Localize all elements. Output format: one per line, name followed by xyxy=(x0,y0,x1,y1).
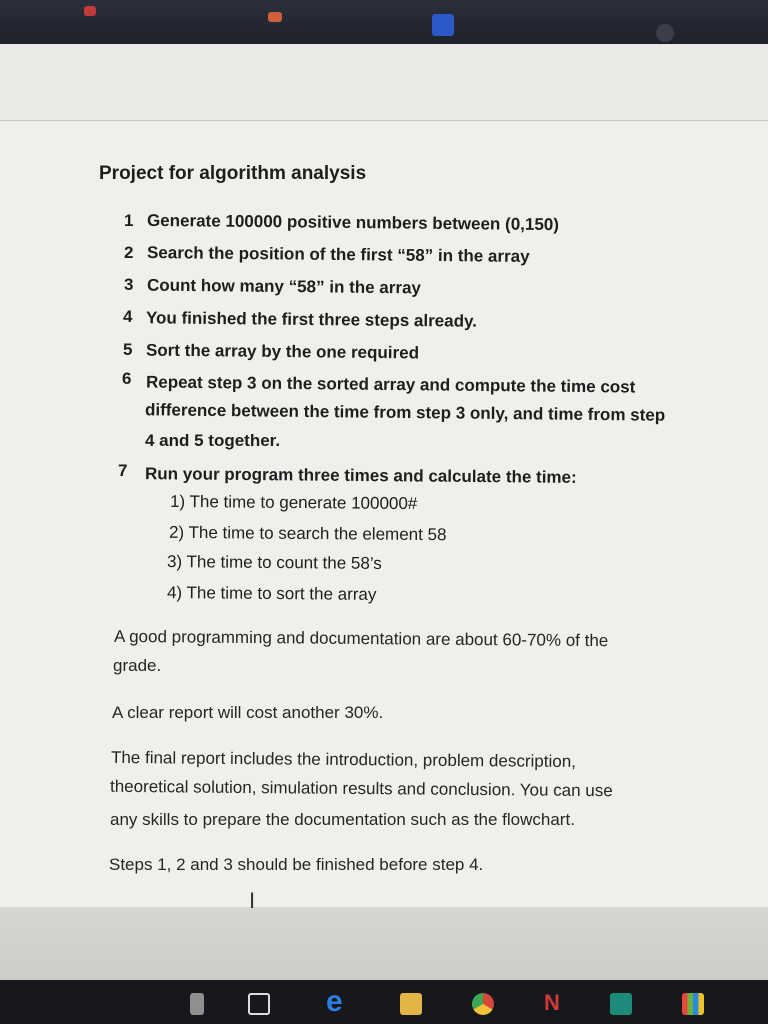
store-icon[interactable] xyxy=(682,993,704,1015)
step-text: You finished the first three steps already. xyxy=(145,308,478,331)
edge-browser-icon[interactable]: e xyxy=(326,985,343,1018)
grading-paragraph: grade. xyxy=(113,656,162,675)
final-report-paragraph: any skills to prepare the documentation such as the flowchart. xyxy=(110,810,575,829)
final-report-paragraph: theoretical solution, simulation results and conclusion. You can use xyxy=(109,776,613,801)
chrome-icon[interactable] xyxy=(472,993,494,1015)
step-number: 4 xyxy=(123,307,133,326)
step-text: Sort the array by the one required xyxy=(145,340,420,363)
step-number: 3 xyxy=(124,275,134,294)
sub-item: 1) The time to generate 100000# xyxy=(169,491,418,514)
step-number: 1 xyxy=(124,211,134,230)
text-cursor-icon: I xyxy=(249,888,256,913)
step-number: 6 xyxy=(122,369,132,388)
file-explorer-icon[interactable] xyxy=(190,993,204,1015)
tab-strip-marker xyxy=(268,12,282,22)
browser-chrome xyxy=(0,0,768,44)
report-paragraph: A clear report will cost another 30%. xyxy=(112,703,384,722)
step-text: Search the position of the first “58” in the array xyxy=(146,242,530,267)
document-scroll-area[interactable] xyxy=(0,907,768,980)
step-text: difference between the time from step 3 only, and time from step xyxy=(144,400,666,425)
publisher-icon[interactable] xyxy=(610,993,632,1015)
step-text: Run your program three times and calculate the time: xyxy=(144,464,577,487)
folder-icon[interactable] xyxy=(400,993,422,1015)
sub-item: 2) The time to search the element 58 xyxy=(168,522,447,545)
grading-paragraph: A good programming and documentation are about 60-70% of the xyxy=(113,626,609,651)
steps-note: Steps 1, 2 and 3 should be finished before step 4. xyxy=(109,855,484,874)
sub-item: 3) The time to count the 58’s xyxy=(166,552,382,573)
final-report-paragraph: The final report includes the introduction, problem description, xyxy=(110,747,577,772)
taskbar xyxy=(0,980,768,1024)
task-view-icon[interactable] xyxy=(248,993,270,1015)
extension-icon[interactable] xyxy=(432,14,454,36)
profile-icon[interactable] xyxy=(656,24,674,42)
step-text: 4 and 5 together. xyxy=(145,431,281,450)
step-text: Repeat step 3 on the sorted array and compute the time cost xyxy=(145,372,636,397)
tab-favicon-icon[interactable] xyxy=(84,6,96,16)
step-text: Count how many “58” in the array xyxy=(146,275,422,298)
step-number: 7 xyxy=(118,461,128,480)
onenote-icon[interactable]: N xyxy=(544,990,560,1015)
document-title: Project for algorithm analysis xyxy=(99,163,367,184)
step-text: Generate 100000 positive numbers between (0,150) xyxy=(146,210,560,235)
sub-item: 4) The time to sort the array xyxy=(166,583,377,604)
step-number: 2 xyxy=(124,243,134,262)
step-number: 5 xyxy=(123,340,133,359)
